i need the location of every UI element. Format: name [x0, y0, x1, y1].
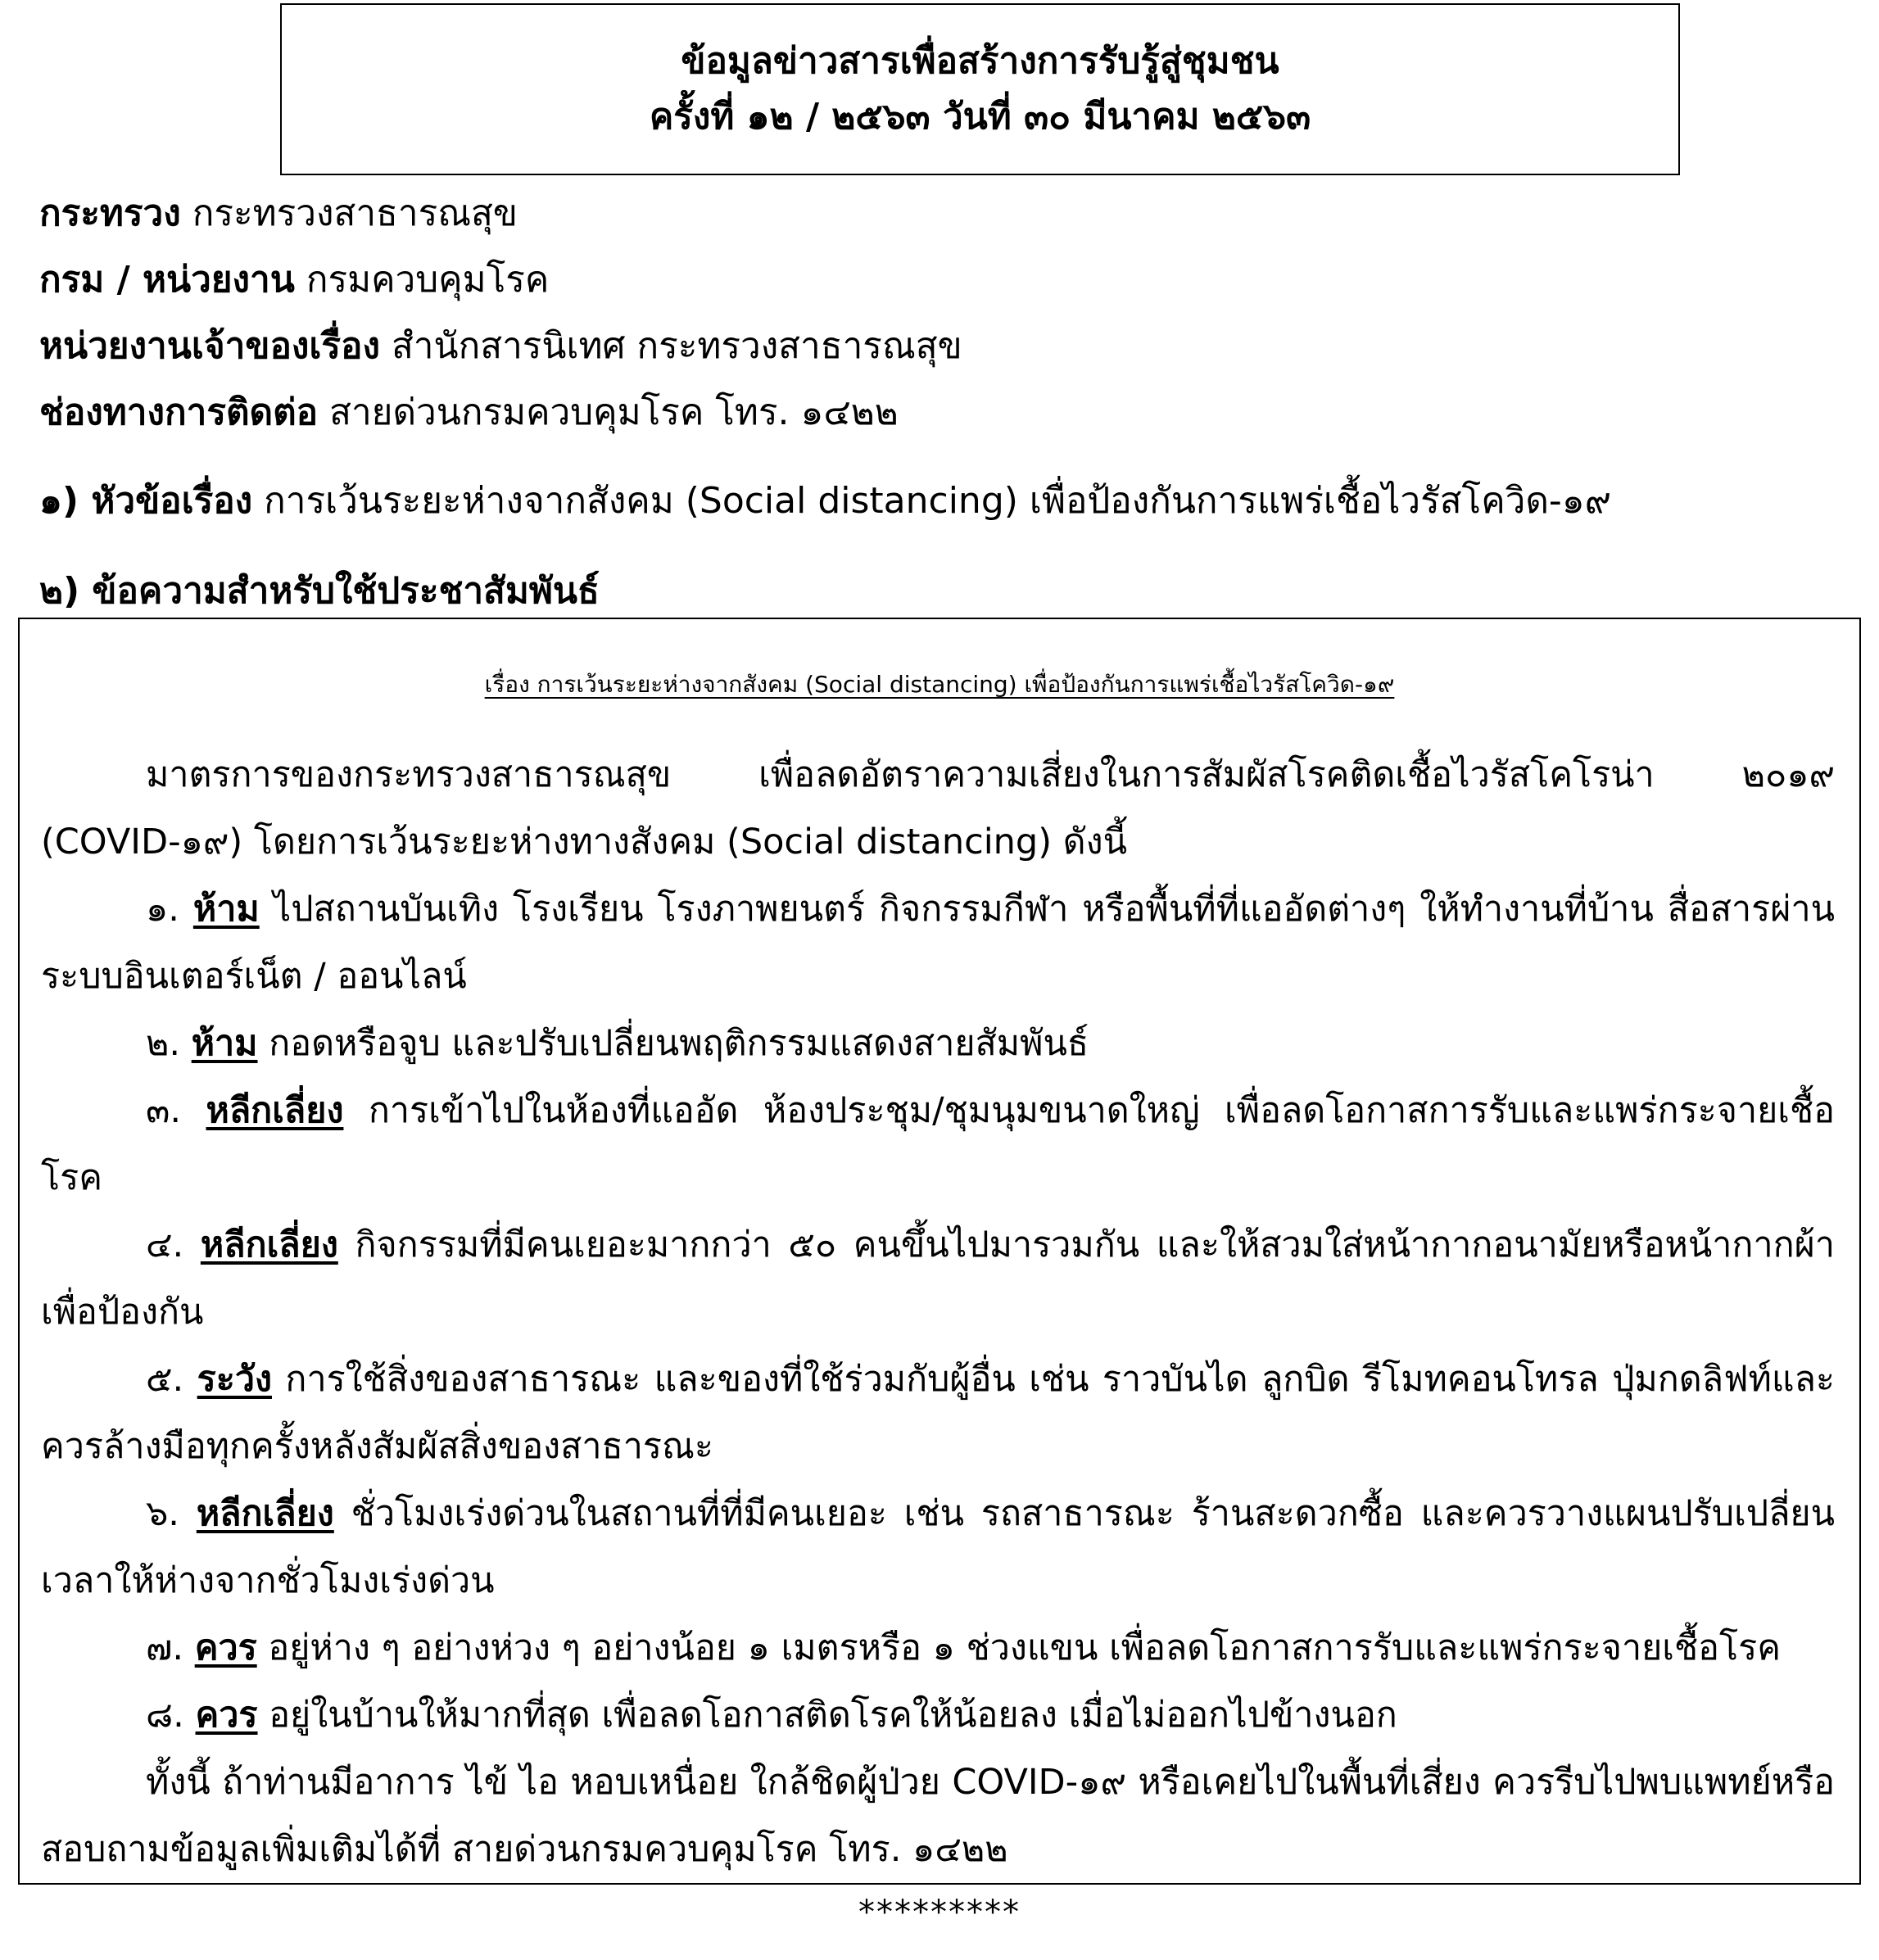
contact-line — [39, 388, 899, 437]
item-keyword: ห้าม — [192, 889, 260, 930]
item-text: การใช้สิ่งของสาธารณะ และของที่ใช้ร่วมกับผู้อื่น เช่น ราวบันได ลูกบิด รีโมทคอนโทรล ปุ่มกดลิฟท์และควรล้างมือทุกครั้งหลังสัมผัสสิ่งของสาธารณะ — [41, 1359, 1836, 1467]
topic-line — [39, 477, 1611, 526]
department-line — [39, 256, 549, 305]
department-label: กรม / หน่วยงาน — [39, 259, 295, 301]
item-text: ชั่วโมงเร่งด่วนในสถานที่ที่มีคนเยอะ เช่น รถสาธารณะ ร้านสะดวกซื้อ และควรวางแผนปรับเปลี่ยนเวลาให้ห่างจากชั่วโมงเร่งด่วน — [41, 1493, 1836, 1601]
item-keyword: หลีกเลี่ยง — [200, 1224, 338, 1265]
item-number: ๒. — [146, 1023, 181, 1064]
list-item — [41, 1614, 1835, 1682]
owner-value: สำนักสารนิเทศ กระทรวงสาธารณสุข — [391, 325, 962, 367]
pr-title — [20, 659, 1859, 711]
list-item — [41, 1211, 1835, 1346]
contact-label: ช่องทางการติดต่อ — [39, 392, 319, 433]
department-value: กรมควบคุมโรค — [306, 259, 550, 301]
item-keyword: ห้าม — [191, 1023, 258, 1064]
item-text: การเข้าไปในห้องที่แออัด ห้องประชุม/ชุมนุมขนาดใหญ่ เพื่อลดโอกาสการรับและแพร่กระจายเชื้อโรค — [41, 1090, 1836, 1198]
owner-line — [39, 322, 962, 371]
item-number: ๕. — [146, 1359, 184, 1400]
list-item — [41, 876, 1835, 1010]
item-number: ๓. — [146, 1090, 182, 1131]
item-number: ๘. — [146, 1695, 184, 1736]
item-keyword: ควร — [194, 1627, 257, 1668]
list-item — [41, 1682, 1835, 1749]
document-title: ข้อมูลข่าวสารเพื่อสร้างการรับรู้สู่ชุมชน — [681, 40, 1279, 82]
item-keyword: ควร — [195, 1695, 258, 1736]
pr-section-label: ๒) ข้อความสำหรับใช้ประชาสัมพันธ์ — [39, 570, 600, 612]
item-keyword: ระวัง — [197, 1359, 272, 1400]
item-text: ไปสถานบันเทิง โรงเรียน โรงภาพยนตร์ กิจกรรมกีฬา หรือพื้นที่ที่แออัดต่างๆ ให้ทำงานที่บ้าน สื่อสารผ่านระบบอินเตอร์เน็ต / ออนไลน์ — [41, 889, 1836, 997]
ministry-label: กระทรวง — [39, 192, 181, 234]
item-number: ๖. — [146, 1493, 179, 1534]
item-text: อยู่ห่าง ๆ อย่างห่วง ๆ อย่างน้อย ๑ เมตรหรือ ๑ ช่วงแขน เพื่อลดโอกาสการรับและแพร่กระจายเชื้อโรค — [268, 1627, 1781, 1668]
list-item — [41, 1010, 1835, 1077]
pr-section-line — [39, 567, 600, 616]
topic-label: ๑) หัวข้อเรื่อง — [39, 480, 253, 522]
intro-paragraph: มาตรการของกระทรวงสาธารณสุข เพื่อลดอัตราความเสี่ยงในการสัมผัสโรคติดเชื้อไวรัสโคโรน่า ๒๐๑๙ (COVID-๑๙) โดยการเว้นระยะห่างทางสังคม (Social distancing) ดังนี้ — [41, 754, 1835, 862]
pr-content-box — [18, 618, 1861, 1885]
issue-date: ครั้งที่ ๑๒ / ๒๕๖๓ วันที่ ๓๐ มีนาคม ๒๕๖๓ — [649, 96, 1311, 138]
contact-value: สายด่วนกรมควบคุมโรค โทร. ๑๔๒๒ — [329, 392, 899, 433]
closing-paragraph: ทั้งนี้ ถ้าท่านมีอาการ ไข้ ไอ หอบเหนื่อย ใกล้ชิดผู้ป่วย COVID-๑๙ หรือเคยไปในพื้นที่เสี่ยง ควรรีบไปพบแพทย์หรือสอบถามข้อมูลเพิ่มเติมได้ที่ สายด่วนกรมควบคุมโรค โทร. ๑๔๒๒ — [41, 1762, 1835, 1870]
list-item — [41, 1077, 1835, 1211]
header-box — [280, 3, 1680, 175]
item-text: อยู่ในบ้านให้มากที่สุด เพื่อลดโอกาสติดโรคให้น้อยลง เมื่อไม่ออกไปข้างนอก — [269, 1695, 1397, 1736]
topic-value: การเว้นระยะห่างจากสังคม (Social distancing) เพื่อป้องกันการแพร่เชื้อไวรัสโควิด-๑๙ — [264, 480, 1611, 522]
item-number: ๗. — [146, 1627, 184, 1668]
ministry-line — [39, 189, 518, 238]
ministry-value: กระทรวงสาธารณสุข — [192, 192, 518, 234]
item-keyword: หลีกเลี่ยง — [196, 1493, 334, 1534]
item-text: กอดหรือจูบ และปรับเปลี่ยนพฤติกรรมแสดงสายสัมพันธ์ — [269, 1023, 1089, 1064]
pr-title-text: เรื่อง การเว้นระยะห่างจากสังคม (Social distancing) เพื่อป้องกันการแพร่เชื้อไวรัสโควิด-๑๙ — [484, 671, 1395, 698]
item-text: กิจกรรมที่มีคนเยอะมากกว่า ๕๐ คนขึ้นไปมารวมกัน และให้สวมใส่หน้ากากอนามัยหรือหน้ากากผ้าเพื่อป้องกัน — [41, 1224, 1835, 1333]
list-item — [41, 1346, 1835, 1480]
item-keyword: หลีกเลี่ยง — [206, 1090, 344, 1131]
item-number: ๔. — [146, 1224, 184, 1265]
item-number: ๑. — [146, 889, 179, 930]
end-marker: ********* — [858, 1894, 1021, 1931]
list-item — [41, 1480, 1835, 1614]
owner-label: หน่วยงานเจ้าของเรื่อง — [39, 325, 380, 367]
